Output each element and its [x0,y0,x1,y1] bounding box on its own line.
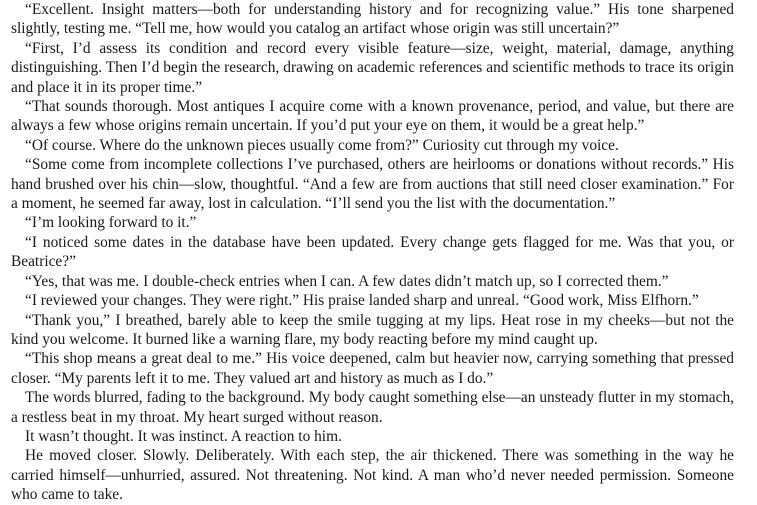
paragraph: He moved closer. Slowly. Deliberately. With each step, the air thickened. There was something in the way he carried himself—unhurried, assured. Not threatening. Not kind. A man who’d never needed permission. Someone who came to take. [11,447,734,504]
paragraph: “First, I’d assess its condition and record every visible feature—size, weight, material, damage, anything distinguishing. Then I’d begin the research, drawing on academic references and scientific methods to trace its origin and place it in its proper time.” [11,39,734,96]
paragraph: “Of course. Where do the unknown pieces usually come from?” Curiosity cut through my voice. [25,136,619,154]
paragraph: “Yes, that was me. I double-check entries when I can. A few dates didn’t match up, so I corrected them.” [25,272,669,290]
paragraph: “Some come from incomplete collections I’ve purchased, others are heirlooms or donations without records.” His hand brushed over his chin—slow, thoughtful. “And a few are from auctions that still need closer examination.” For a moment, he seemed far away, lost in calculation. “I’ll send you the list with the documentation.” [11,156,734,213]
document-page [11,0,734,505]
paragraph: “I’m looking forward to it.” [25,214,197,232]
paragraph: “Thank you,” I breathed, barely able to keep the smile tugging at my lips. Heat rose in my cheeks—but not the kind you welcome. It burned like a warning flare, my body reacting before my mind caught up. [11,311,734,348]
paragraph: “I reviewed your changes. They were right.” His praise landed sharp and unreal. “Good work, Miss Elfhorn.” [25,292,699,310]
paragraph: “This shop means a great deal to me.” His voice deepened, calm but heavier now, carrying something that pressed closer. “My parents left it to me. They valued art and history as much as I do.” [11,350,734,387]
paragraph: It wasn’t thought. It was instinct. A reaction to him. [25,427,342,445]
paragraph: “That sounds thorough. Most antiques I acquire come with a known provenance, period, and value, but there are always a few whose origins remain uncertain. If you’d put your eye on them, it would be a great help.” [11,98,734,135]
paragraph: The words blurred, fading to the background. My body caught something else—an unsteady flutter in my stomach, a restless beat in my throat. My heart surged without reason. [11,389,734,426]
paragraph: “I noticed some dates in the database have been updated. Every change gets flagged for me. Was that you, or Beatrice?” [11,233,734,271]
paragraph: “Excellent. Insight matters—both for understanding history and for recognizing value.” His tone sharpened slightly, testing me. “Tell me, how would you catalog an artifact whose origin was still uncertain?” [11,1,734,38]
